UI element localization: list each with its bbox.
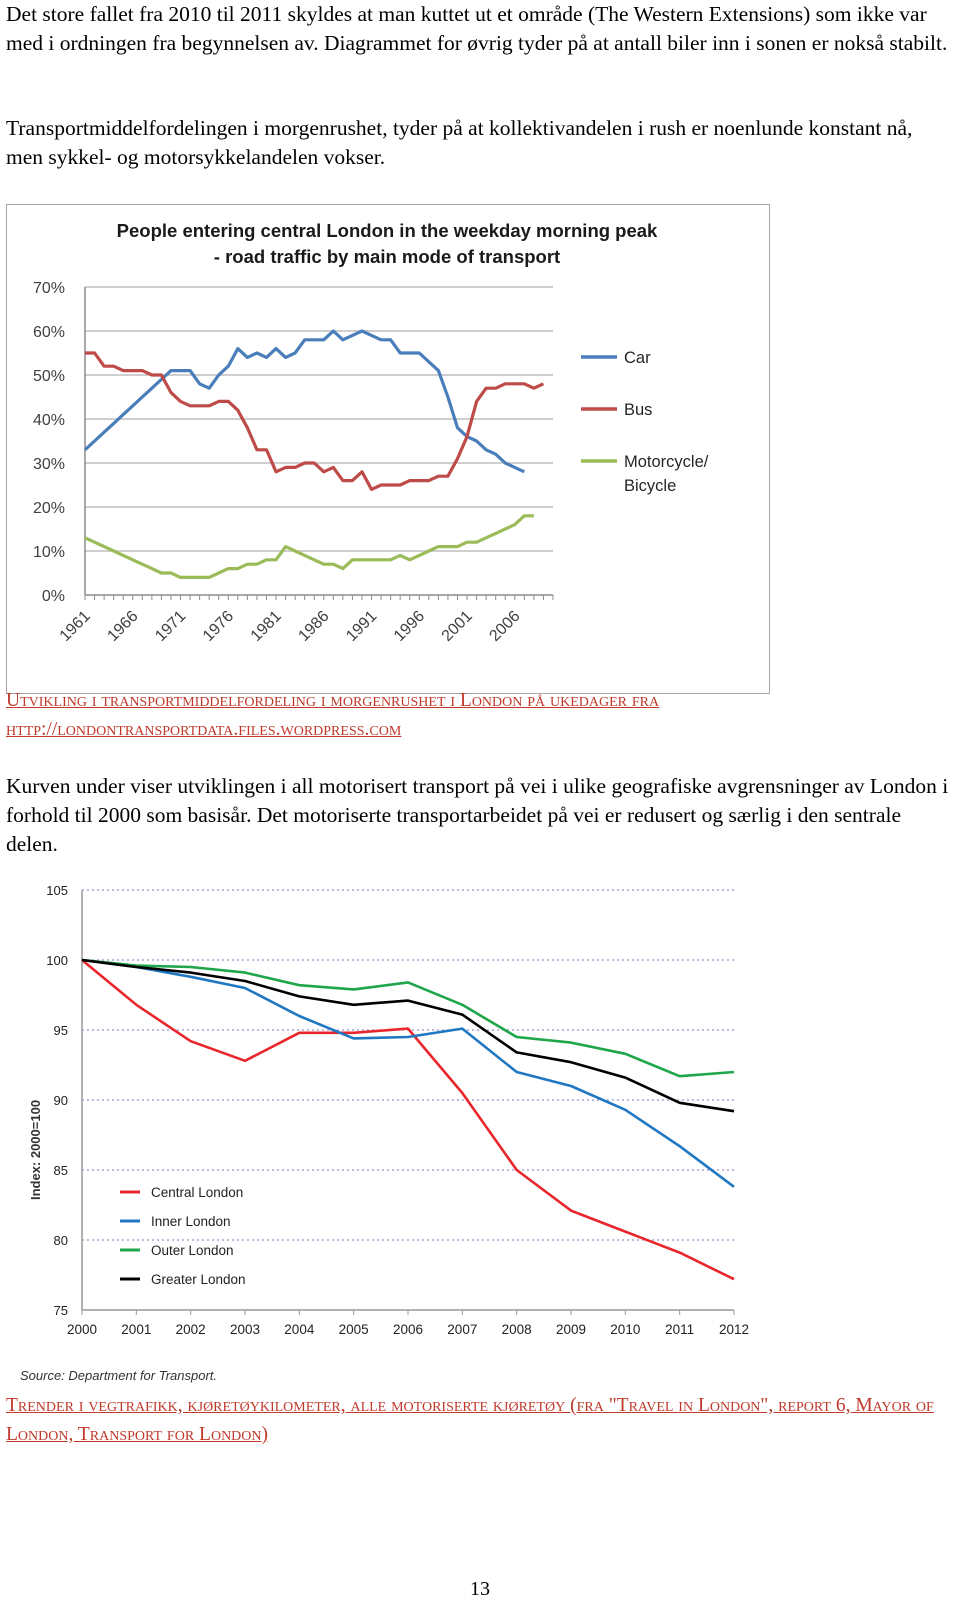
chart1-y-tick-label: 50% — [32, 368, 65, 385]
traffic-trend-paragraph: Kurven under viser utviklingen i all motorisert transport på vei i ulike geografiske avgrensninger av London i forhold til 2000 som basisår. Det motoriserte transportarbeidet på vei er redusert og særlig i den sentrale delen. — [6, 774, 949, 856]
chart1-legend-label: Bus — [624, 401, 653, 419]
chart2-y-tick-label: 105 — [46, 883, 68, 898]
chart2-x-tick-label: 2000 — [66, 1322, 98, 1337]
chart1-title: People entering central London in the weekday morning peak — [116, 220, 658, 241]
chart2-y-tick-label: 95 — [53, 1023, 68, 1038]
chart1-subtitle: - road traffic by main mode of transport — [213, 246, 561, 267]
chart2-x-tick-label: 2006 — [392, 1322, 424, 1337]
chart1-y-tick-label: 10% — [32, 544, 65, 561]
chart2-x-tick-label: 2011 — [665, 1322, 695, 1337]
traffic-index-chart — [6, 880, 796, 1415]
chart1-legend-label: Bicycle — [624, 477, 677, 495]
chart1-y-tick-label: 60% — [32, 324, 65, 341]
chart2-y-tick-label: 75 — [53, 1303, 68, 1318]
chart2-y-axis-label: Index: 2000=100 — [28, 1099, 43, 1201]
chart1-x-tick-label: 1986 — [295, 607, 333, 645]
chart2-x-tick-label: 2004 — [284, 1322, 315, 1337]
chart2-source-note: Source: Department for Transport. — [20, 1368, 218, 1383]
chart2-x-tick-label: 2009 — [555, 1322, 587, 1337]
chart1-series-car — [85, 331, 524, 472]
chart2-x-tick-label: 2007 — [447, 1322, 478, 1337]
chart1-x-tick-label: 1966 — [104, 607, 142, 645]
chart1-series-motorcycle-bicycle — [85, 516, 534, 578]
chart2-x-tick-label: 2005 — [338, 1322, 369, 1337]
chart2-y-tick-label: 90 — [53, 1093, 68, 1108]
traffic-index-chart-svg — [6, 880, 796, 1415]
chart2-series-outer-london — [82, 960, 734, 1076]
chart2-x-tick-label: 2008 — [501, 1322, 532, 1337]
chart2-x-tick-label: 2010 — [610, 1322, 641, 1337]
chart2-y-tick-label: 85 — [53, 1163, 68, 1178]
chart1-y-tick-label: 20% — [32, 500, 65, 517]
intro-paragraph: Det store fallet fra 2010 til 2011 skyldes at man kuttet ut et område (The Western Extensions) som ikke var med i ordningen fra begynnelsen av. Diagrammet for øvrig tyder på at antall biler inn i sonen er nokså stabilt. — [6, 2, 948, 55]
chart2-y-tick-label: 80 — [53, 1233, 68, 1248]
chart2-x-tick-label: 2012 — [718, 1322, 750, 1337]
chart1-series-bus — [85, 353, 543, 489]
chart2-series-inner-london — [82, 960, 734, 1187]
chart1-y-tick-label: 30% — [32, 456, 65, 473]
chart1-x-tick-label: 1981 — [247, 607, 285, 645]
chart2-legend-label: Central London — [151, 1185, 244, 1200]
chart2-series-central-london — [82, 960, 734, 1279]
mode-share-chart — [6, 204, 770, 694]
chart1-legend-label: Motorcycle/ — [624, 453, 709, 471]
chart1-x-tick-label: 2006 — [486, 607, 524, 645]
chart1-x-tick-label: 1961 — [56, 607, 94, 645]
chart1-x-tick-label: 1976 — [199, 607, 238, 645]
mode-share-chart-svg — [7, 205, 769, 693]
chart1-x-tick-label: 1996 — [390, 607, 429, 645]
chart1-x-tick-label: 1991 — [343, 607, 381, 645]
chart2-x-tick-label: 2001 — [121, 1322, 152, 1337]
chart1-y-tick-label: 70% — [32, 280, 65, 297]
chart1-y-tick-label: 0% — [41, 588, 65, 605]
page-number: 13 — [470, 1578, 490, 1600]
chart2-y-tick-label: 100 — [46, 953, 68, 968]
chart1-x-tick-label: 2001 — [438, 607, 476, 645]
mode-share-paragraph: Transportmiddelfordelingen i morgenrushet, tyder på at kollektivandelen i rush er noenlunde konstant nå, men sykkel- og motorsykkelandelen vokser. — [6, 116, 913, 169]
figure-caption-2[interactable]: Trender i vegtrafikk, kjøretøykilometer, alle motoriserte kjøretøy (fra "Travel in London", report 6, Mayor of London, Transport for London) — [6, 1395, 934, 1445]
chart1-x-tick-label: 1971 — [152, 607, 190, 645]
figure-caption-1[interactable]: Utvikling i transportmiddelfordeling i morgenrushet i London på ukedager fra http://londontransportdata.files.wordpress.com — [6, 690, 660, 740]
chart2-legend-label: Inner London — [151, 1214, 231, 1229]
chart2-x-tick-label: 2003 — [229, 1322, 261, 1337]
chart2-legend-label: Outer London — [151, 1243, 234, 1258]
chart2-x-tick-label: 2002 — [175, 1322, 206, 1337]
chart1-y-tick-label: 40% — [32, 412, 65, 429]
chart1-legend-label: Car — [624, 349, 651, 367]
chart2-legend-label: Greater London — [151, 1272, 246, 1287]
